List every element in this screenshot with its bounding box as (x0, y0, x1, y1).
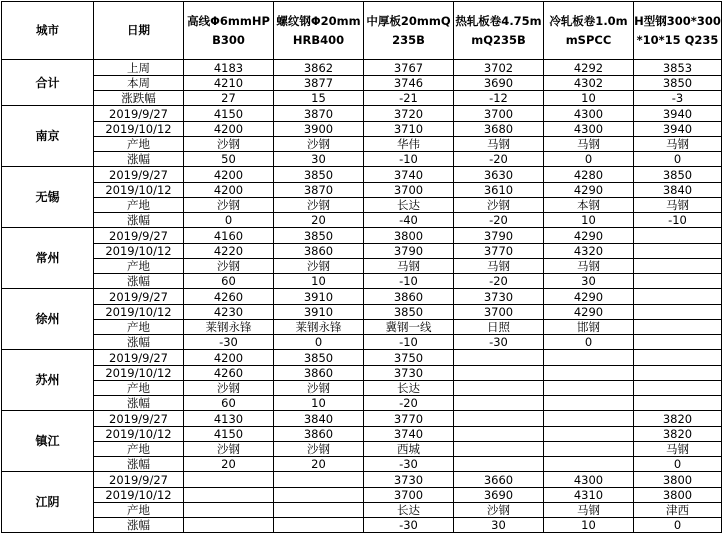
value-cell (454, 381, 544, 396)
value-cell: 30 (274, 152, 364, 167)
value-cell: 3700 (364, 183, 454, 198)
row-label-cell: 2019/10/12 (94, 305, 184, 320)
value-cell: 3767 (364, 60, 454, 76)
value-cell: 3800 (364, 228, 454, 244)
value-cell: 马钢 (634, 442, 722, 457)
row-label-cell: 产地 (94, 442, 184, 457)
value-cell: 4300 (544, 122, 634, 137)
table-row (2, 259, 722, 274)
value-cell: 3730 (454, 289, 544, 305)
value-cell: 沙钢 (184, 137, 274, 152)
table-row (2, 335, 722, 350)
row-label-cell: 产地 (94, 381, 184, 396)
row-label-cell: 2019/9/27 (94, 228, 184, 244)
value-cell: 3800 (634, 488, 722, 503)
value-cell: 10 (544, 518, 634, 533)
value-cell: 长达 (364, 198, 454, 213)
value-cell: 4310 (544, 488, 634, 503)
value-cell: 沙钢 (184, 198, 274, 213)
value-cell: 3820 (634, 411, 722, 427)
row-label-cell: 涨幅 (94, 213, 184, 228)
value-cell (184, 488, 274, 503)
row-label-cell: 产地 (94, 198, 184, 213)
table-row (2, 274, 722, 289)
table-row (2, 228, 722, 244)
header-city: 城市 (2, 2, 94, 60)
value-cell: 20 (274, 213, 364, 228)
value-cell: 沙钢 (274, 381, 364, 396)
value-cell: 沙钢 (184, 442, 274, 457)
value-cell: 3862 (274, 60, 364, 76)
value-cell: 3850 (274, 228, 364, 244)
table-row (2, 488, 722, 503)
value-cell: 长达 (364, 503, 454, 518)
table-row (2, 411, 722, 427)
value-cell (454, 350, 544, 366)
header-product-medium-plate: 中厚板20mmQ235B (364, 2, 454, 60)
value-cell (634, 350, 722, 366)
row-label-cell: 2019/10/12 (94, 122, 184, 137)
row-label-cell: 涨幅 (94, 396, 184, 411)
value-cell: 沙钢 (184, 381, 274, 396)
value-cell: 3853 (634, 60, 722, 76)
value-cell: 4290 (544, 289, 634, 305)
value-cell: -20 (364, 396, 454, 411)
value-cell (184, 518, 274, 533)
value-cell: 0 (544, 335, 634, 350)
city-cell: 江阴 (2, 472, 94, 533)
value-cell: 3690 (454, 488, 544, 503)
value-cell: 3820 (634, 427, 722, 442)
value-cell: 10 (544, 91, 634, 106)
row-label-cell: 产地 (94, 259, 184, 274)
value-cell (634, 244, 722, 259)
value-cell: 50 (184, 152, 274, 167)
value-cell: 3840 (274, 411, 364, 427)
value-cell: 27 (184, 91, 274, 106)
row-label-cell: 涨幅 (94, 518, 184, 533)
value-cell: 3870 (274, 106, 364, 122)
value-cell: 3877 (274, 76, 364, 91)
value-cell: 3860 (274, 427, 364, 442)
value-cell: 20 (274, 457, 364, 472)
row-label-cell: 2019/10/12 (94, 427, 184, 442)
value-cell (544, 350, 634, 366)
value-cell: 3720 (364, 106, 454, 122)
value-cell: 华伟 (364, 137, 454, 152)
value-cell: 0 (184, 213, 274, 228)
value-cell: 30 (454, 518, 544, 533)
value-cell: 马钢 (544, 137, 634, 152)
row-label-cell: 涨幅 (94, 457, 184, 472)
value-cell: 3700 (454, 106, 544, 122)
city-cell: 苏州 (2, 350, 94, 411)
value-cell: 4260 (184, 366, 274, 381)
header-product-rebar: 螺纹钢Φ20mmHRB400 (274, 2, 364, 60)
value-cell (634, 228, 722, 244)
value-cell (184, 503, 274, 518)
table-row (2, 137, 722, 152)
value-cell: 3690 (454, 76, 544, 91)
value-cell: 3850 (364, 305, 454, 320)
value-cell: 4260 (184, 289, 274, 305)
value-cell: 3680 (454, 122, 544, 137)
table-row (2, 198, 722, 213)
table-body (2, 60, 722, 533)
value-cell (454, 366, 544, 381)
value-cell: 4290 (544, 305, 634, 320)
row-label-cell: 2019/9/27 (94, 411, 184, 427)
value-cell: 3910 (274, 305, 364, 320)
value-cell: 4290 (544, 228, 634, 244)
value-cell (544, 427, 634, 442)
value-cell: 4230 (184, 305, 274, 320)
value-cell: 3750 (364, 350, 454, 366)
row-label-cell: 产地 (94, 137, 184, 152)
value-cell (274, 503, 364, 518)
value-cell: 马钢 (544, 503, 634, 518)
value-cell: 3910 (274, 289, 364, 305)
value-cell: -10 (634, 213, 722, 228)
value-cell: 60 (184, 396, 274, 411)
value-cell (544, 381, 634, 396)
header-date: 日期 (94, 2, 184, 60)
row-label-cell: 产地 (94, 320, 184, 335)
value-cell (274, 518, 364, 533)
value-cell: 马钢 (544, 259, 634, 274)
value-cell: 3770 (364, 411, 454, 427)
value-cell: 西城 (364, 442, 454, 457)
table-row (2, 518, 722, 533)
row-label-cell: 2019/9/27 (94, 350, 184, 366)
value-cell: 4150 (184, 106, 274, 122)
value-cell: 10 (274, 396, 364, 411)
table-row (2, 152, 722, 167)
value-cell: -3 (634, 91, 722, 106)
row-label-cell: 涨幅 (94, 274, 184, 289)
row-label-cell: 2019/9/27 (94, 472, 184, 488)
value-cell: 3700 (454, 305, 544, 320)
value-cell: 3850 (634, 167, 722, 183)
value-cell: 3610 (454, 183, 544, 198)
value-cell (544, 366, 634, 381)
value-cell: 3790 (364, 244, 454, 259)
value-cell: 4280 (544, 167, 634, 183)
city-cell: 镇江 (2, 411, 94, 472)
value-cell: 3850 (274, 167, 364, 183)
header-product-wire-rod: 高线Φ6mmHPB300 (184, 2, 274, 60)
value-cell: 3870 (274, 183, 364, 198)
table-row (2, 381, 722, 396)
value-cell: 3840 (634, 183, 722, 198)
value-cell: 莱钢永锋 (184, 320, 274, 335)
value-cell: 30 (544, 274, 634, 289)
value-cell: -30 (184, 335, 274, 350)
value-cell (454, 411, 544, 427)
value-cell: -30 (364, 518, 454, 533)
value-cell (454, 442, 544, 457)
row-label-cell: 2019/10/12 (94, 183, 184, 198)
value-cell: 3800 (634, 472, 722, 488)
value-cell (634, 396, 722, 411)
value-cell: -10 (364, 335, 454, 350)
value-cell: 0 (274, 335, 364, 350)
value-cell: 4290 (544, 183, 634, 198)
row-label-cell: 产地 (94, 503, 184, 518)
value-cell (634, 320, 722, 335)
value-cell: 3860 (274, 366, 364, 381)
table-row (2, 122, 722, 137)
table-row (2, 320, 722, 335)
value-cell: 60 (184, 274, 274, 289)
value-cell: -30 (454, 335, 544, 350)
value-cell: 4150 (184, 427, 274, 442)
value-cell: 沙钢 (274, 198, 364, 213)
value-cell: 3940 (634, 122, 722, 137)
table-row (2, 106, 722, 122)
table-row (2, 350, 722, 366)
value-cell: 马钢 (454, 259, 544, 274)
city-cell: 合计 (2, 60, 94, 106)
value-cell: 沙钢 (454, 503, 544, 518)
value-cell: 日照 (454, 320, 544, 335)
value-cell: 沙钢 (184, 259, 274, 274)
value-cell: 3730 (364, 472, 454, 488)
value-cell (274, 472, 364, 488)
value-cell (634, 335, 722, 350)
header-product-cold-rolled-coil: 冷轧板卷1.0mmSPCC (544, 2, 634, 60)
value-cell (544, 457, 634, 472)
value-cell: 沙钢 (274, 137, 364, 152)
value-cell: 3850 (274, 350, 364, 366)
value-cell: 4300 (544, 472, 634, 488)
value-cell: 4320 (544, 244, 634, 259)
city-cell: 常州 (2, 228, 94, 289)
value-cell: -40 (364, 213, 454, 228)
value-cell: -21 (364, 91, 454, 106)
value-cell (544, 411, 634, 427)
table-row (2, 183, 722, 198)
value-cell: 0 (634, 152, 722, 167)
value-cell: -20 (454, 152, 544, 167)
value-cell (634, 381, 722, 396)
value-cell: 3700 (364, 488, 454, 503)
value-cell: 4183 (184, 60, 274, 76)
table-row (2, 503, 722, 518)
value-cell: 3900 (274, 122, 364, 137)
row-label-cell: 涨跌幅 (94, 91, 184, 106)
value-cell: 4130 (184, 411, 274, 427)
value-cell: 4200 (184, 183, 274, 198)
value-cell: -10 (364, 152, 454, 167)
value-cell: 20 (184, 457, 274, 472)
table-row (2, 305, 722, 320)
table-row (2, 213, 722, 228)
value-cell: 3746 (364, 76, 454, 91)
value-cell: 莱钢永锋 (274, 320, 364, 335)
value-cell (454, 396, 544, 411)
value-cell: 沙钢 (454, 198, 544, 213)
table-row (2, 60, 722, 76)
value-cell: 3860 (274, 244, 364, 259)
value-cell: 沙钢 (274, 259, 364, 274)
value-cell (634, 366, 722, 381)
value-cell: 长达 (364, 381, 454, 396)
value-cell: 3770 (454, 244, 544, 259)
city-cell: 徐州 (2, 289, 94, 350)
row-label-cell: 本周 (94, 76, 184, 91)
value-cell: 4210 (184, 76, 274, 91)
value-cell: 4300 (544, 106, 634, 122)
value-cell: 4292 (544, 60, 634, 76)
value-cell: -10 (364, 274, 454, 289)
value-cell: 3710 (364, 122, 454, 137)
value-cell: 4200 (184, 167, 274, 183)
table-row (2, 76, 722, 91)
value-cell: 马钢 (364, 259, 454, 274)
value-cell: 津西 (634, 503, 722, 518)
row-label-cell: 2019/10/12 (94, 244, 184, 259)
value-cell: -20 (454, 274, 544, 289)
header-row (2, 2, 722, 60)
value-cell: 3740 (364, 427, 454, 442)
value-cell: 3790 (454, 228, 544, 244)
value-cell (274, 488, 364, 503)
row-label-cell: 涨幅 (94, 335, 184, 350)
value-cell: 0 (634, 518, 722, 533)
value-cell: 4302 (544, 76, 634, 91)
table-row (2, 167, 722, 183)
value-cell: 3850 (634, 76, 722, 91)
value-cell (454, 427, 544, 442)
value-cell: 3702 (454, 60, 544, 76)
header-product-hot-rolled-coil: 热轧板卷4.75mmQ235B (454, 2, 544, 60)
value-cell: 3660 (454, 472, 544, 488)
value-cell: 马钢 (454, 137, 544, 152)
row-label-cell: 涨幅 (94, 152, 184, 167)
city-cell: 南京 (2, 106, 94, 167)
value-cell: -12 (454, 91, 544, 106)
table-row (2, 396, 722, 411)
value-cell (634, 289, 722, 305)
value-cell: 3730 (364, 366, 454, 381)
value-cell (634, 274, 722, 289)
value-cell: 10 (544, 213, 634, 228)
table-row (2, 91, 722, 106)
value-cell: 沙钢 (274, 442, 364, 457)
value-cell (184, 472, 274, 488)
city-cell: 无锡 (2, 167, 94, 228)
row-label-cell: 上周 (94, 60, 184, 76)
table-row (2, 442, 722, 457)
header-product-h-beam: H型钢300*300*10*15 Q235 (634, 2, 722, 60)
value-cell (634, 259, 722, 274)
row-label-cell: 2019/9/27 (94, 289, 184, 305)
table-row (2, 244, 722, 259)
table-row (2, 289, 722, 305)
value-cell (544, 396, 634, 411)
value-cell: 4220 (184, 244, 274, 259)
row-label-cell: 2019/10/12 (94, 488, 184, 503)
value-cell: 3740 (364, 167, 454, 183)
row-label-cell: 2019/9/27 (94, 106, 184, 122)
table-row (2, 457, 722, 472)
table-row (2, 472, 722, 488)
value-cell: 邯钢 (544, 320, 634, 335)
value-cell: 3630 (454, 167, 544, 183)
steel-price-table (1, 1, 722, 533)
table-row (2, 427, 722, 442)
value-cell: -20 (454, 213, 544, 228)
value-cell: 马钢 (634, 137, 722, 152)
value-cell: 0 (544, 152, 634, 167)
value-cell: 15 (274, 91, 364, 106)
row-label-cell: 2019/10/12 (94, 366, 184, 381)
value-cell: 10 (274, 274, 364, 289)
value-cell: 冀钢一线 (364, 320, 454, 335)
value-cell (454, 457, 544, 472)
value-cell: 3940 (634, 106, 722, 122)
value-cell: -30 (364, 457, 454, 472)
value-cell: 0 (634, 457, 722, 472)
value-cell: 4200 (184, 350, 274, 366)
table-row (2, 366, 722, 381)
value-cell (544, 442, 634, 457)
value-cell: 本钢 (544, 198, 634, 213)
value-cell: 4200 (184, 122, 274, 137)
value-cell (634, 305, 722, 320)
row-label-cell: 2019/9/27 (94, 167, 184, 183)
value-cell: 3860 (364, 289, 454, 305)
value-cell: 马钢 (634, 198, 722, 213)
value-cell: 4160 (184, 228, 274, 244)
